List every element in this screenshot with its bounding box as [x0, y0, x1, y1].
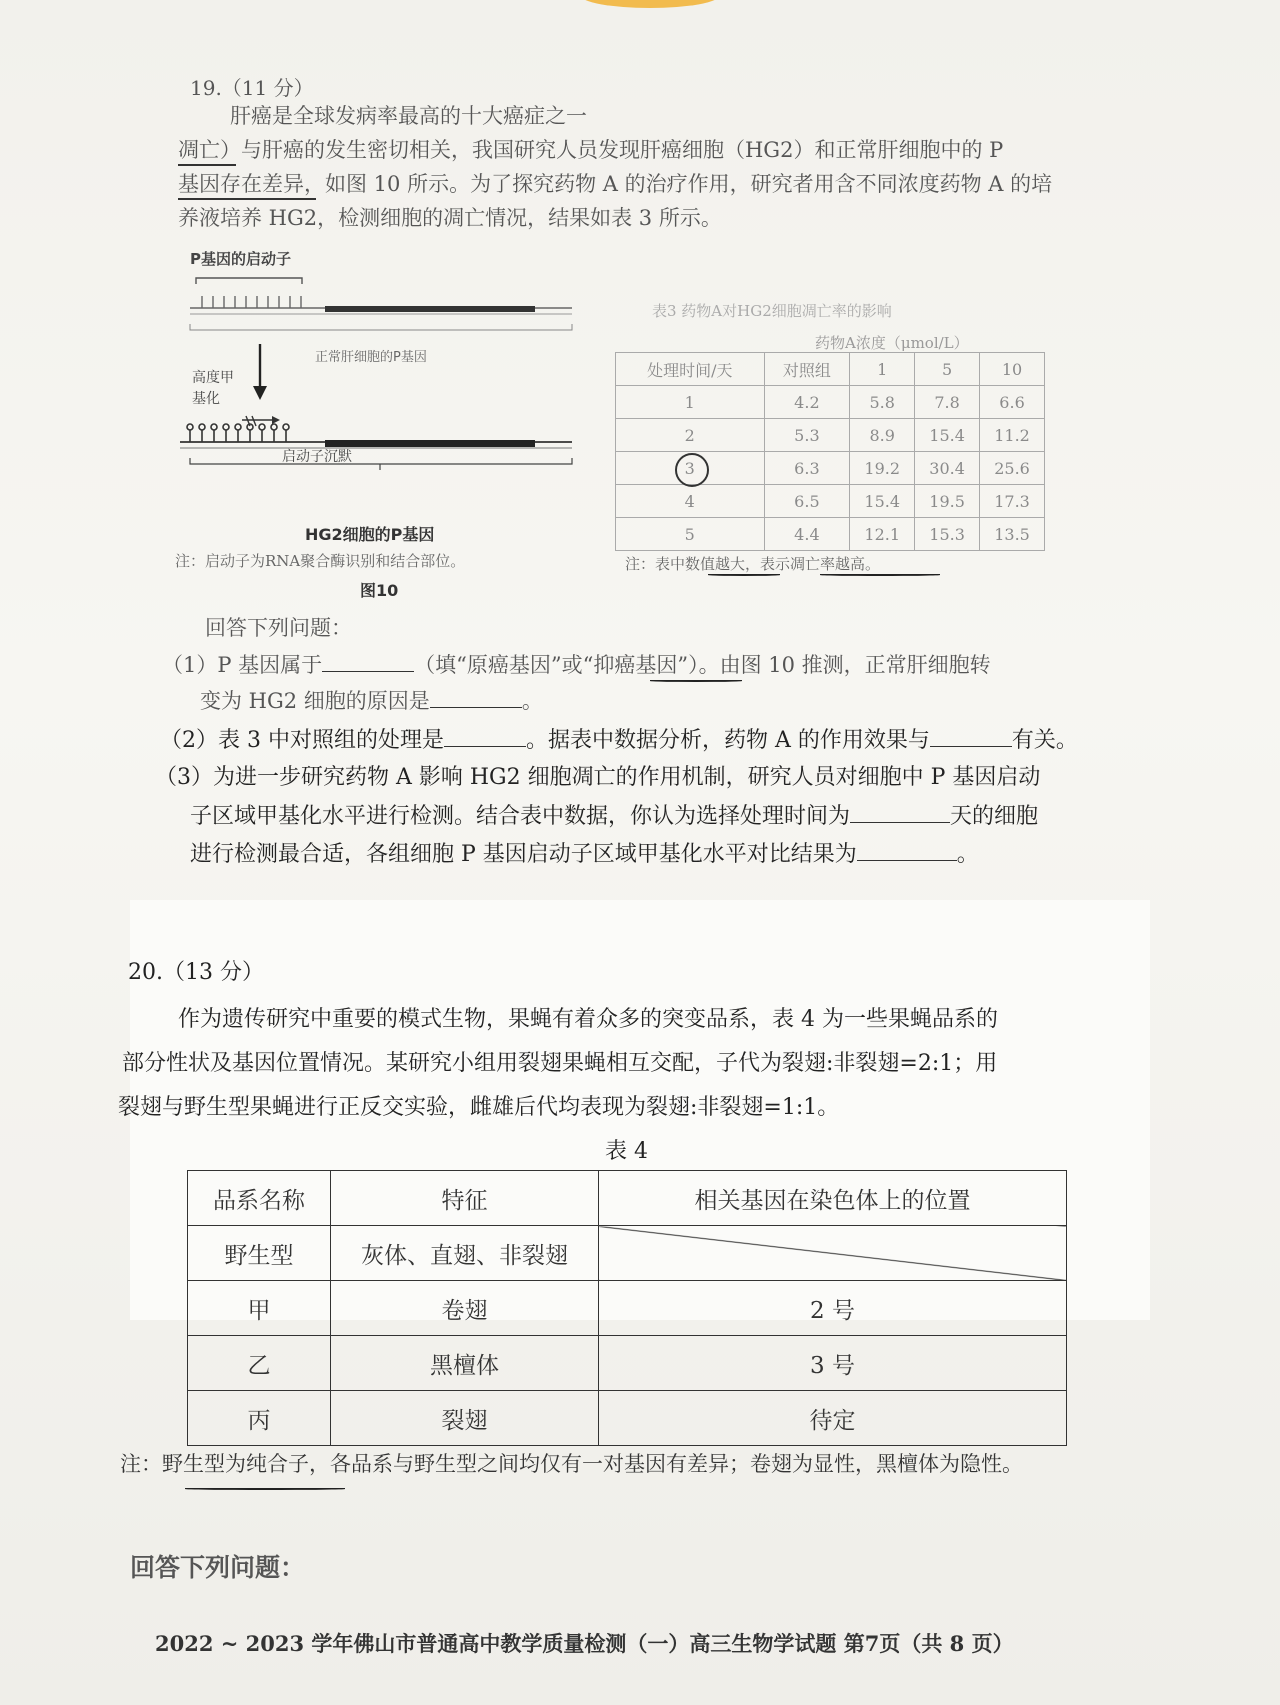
q19-sub3-line2: [190, 798, 1038, 830]
table4-caption: 表 4: [605, 1139, 648, 1164]
table3-col-group: 药物A浓度（μmol/L）: [815, 334, 969, 352]
q19-prompt: 回答下列问题：: [205, 616, 352, 640]
table-row: [188, 1336, 1067, 1391]
table-row: [616, 452, 1045, 485]
table-cell: 2: [616, 419, 765, 452]
table-cell: 15.4: [915, 419, 980, 452]
table-cell: 8.9: [850, 419, 915, 452]
answer-blank[interactable]: [930, 722, 1012, 747]
q19-sub1-line1: [162, 648, 991, 682]
table-header: 处理时间/天: [616, 353, 765, 386]
table-cell: 13.5: [980, 518, 1045, 551]
q20-intro-line1: 作为遗传研究中重要的模式生物，果蝇有着众多的突变品系，表 4 为一些果蝇品系的: [178, 1007, 998, 1032]
answer-blank[interactable]: [444, 722, 526, 747]
period: 。: [956, 842, 979, 868]
q19-intro-line1: 肝癌是全球发病率最高的十大癌症之一: [230, 104, 587, 128]
table-cell: 17.3: [980, 485, 1045, 518]
table-cell: 25.6: [980, 452, 1045, 485]
q19-sub2-c: 有关。: [1011, 728, 1078, 754]
q19-sub3-line1: （3）为进一步研究药物 A 影响 HG2 细胞凋亡的作用机制，研究人员对细胞中 P 基因启动: [155, 765, 1041, 790]
table-header: 5: [915, 353, 980, 386]
table-header: 相关基因在染色体上的位置: [599, 1171, 1067, 1226]
page-footer: 2022 ~ 2023 学年佛山市普通高中教学质量检测（一）高三生物学试题 第7页（共 8 页）: [155, 1631, 1014, 1656]
silenced-label: 启动子沉默: [282, 449, 352, 465]
q20-note: 注：野生型为纯合子，各品系与野生型之间均仅有一对基因有差异；卷翅为显性，黑檀体为隐性。: [120, 1452, 1023, 1476]
methylation-label: 高度甲基化: [192, 370, 234, 407]
q19-sub3-d: 进行检测最合适，各组细胞 P 基因启动子区域甲基化水平对比结果为: [190, 842, 857, 868]
table-cell: 灰体、直翅、非裂翅: [331, 1226, 599, 1281]
table-cell: 4: [616, 485, 765, 518]
promoter-label: P基因的启动子: [190, 250, 291, 268]
table-4: [187, 1170, 1067, 1446]
cell-value: 3: [684, 458, 695, 478]
table-cell: 5.8: [850, 386, 915, 419]
answer-blank[interactable]: [322, 648, 414, 672]
table-header: 对照组: [764, 353, 850, 386]
answer-blank[interactable]: [430, 684, 522, 708]
table-cell: 19.2: [850, 452, 915, 485]
pen-underline: [820, 574, 940, 576]
table-cell: 待定: [599, 1391, 1067, 1446]
q20-intro-line3: 裂翅与野生型果蝇进行正反交实验，雌雄后代均表现为裂翅:非裂翅=1:1。: [118, 1095, 840, 1120]
table-cell: 3 号: [599, 1336, 1067, 1391]
q20-intro-line2: 部分性状及基因位置情况。某研究小组用裂翅果蝇相互交配，子代为裂翅:非裂翅=2:1；用: [122, 1051, 998, 1076]
q19-number: 19.（11 分）: [190, 76, 314, 100]
table-row: [616, 386, 1045, 419]
table-header: 品系名称: [188, 1171, 331, 1226]
q19-sub1-a: （1）P 基因属于: [162, 653, 323, 678]
table-row: [616, 485, 1045, 518]
table-cell: 2 号: [599, 1281, 1067, 1336]
q19-sub1-b: （填“原癌基因”或“抑癌基因”）。由图 10 推测，正常肝细胞转: [414, 653, 991, 678]
pen-underline: [185, 1488, 345, 1490]
answer-blank[interactable]: [857, 836, 957, 861]
figure-note: 注：启动子为RNA聚合酶识别和结合部位。: [175, 552, 466, 570]
normal-gene-label: 正常肝细胞的P基因: [315, 350, 427, 365]
stain-mark: [580, 0, 720, 8]
table-cell: 丙: [188, 1391, 331, 1446]
table-cell: 卷翅: [331, 1281, 599, 1336]
figure-caption: 图10: [360, 581, 399, 600]
table-cell: 7.8: [915, 386, 980, 419]
table-cell: 甲: [188, 1281, 331, 1336]
table-header: 特征: [331, 1171, 599, 1226]
table-cell: 30.4: [915, 452, 980, 485]
q19-intro-line4: 养液培养 HG2，检测细胞的凋亡情况，结果如表 3 所示。: [178, 206, 722, 230]
q19-sub1-line2: [200, 684, 543, 718]
table-cell: 19.5: [915, 485, 980, 518]
table-cell: 乙: [188, 1336, 331, 1391]
table-row: [188, 1391, 1067, 1446]
table-cell: 6.5: [764, 485, 850, 518]
q20-number: 20.（13 分）: [128, 960, 264, 985]
q19-intro-line2: 凋亡）与肝癌的发生密切相关，我国研究人员发现肝癌细胞（HG2）和正常肝细胞中的 P: [178, 138, 1004, 162]
q19-intro-line3: 基因存在差异，如图 10 所示。为了探究药物 A 的治疗作用，研究者用含不同浓度药物 A 的培: [178, 172, 1053, 196]
table-row: [188, 1171, 1067, 1226]
table-cell: 15.3: [915, 518, 980, 551]
answer-blank[interactable]: [850, 798, 950, 823]
table-row: [188, 1281, 1067, 1336]
table-cell: 6.3: [764, 452, 850, 485]
table-cell: 6.6: [980, 386, 1045, 419]
table-cell: 12.1: [850, 518, 915, 551]
table-row: [616, 353, 1045, 386]
table3-note: 注：表中数值越大，表示凋亡率越高。: [625, 555, 881, 573]
q19-sub2-a: （2）表 3 中对照组的处理是: [160, 728, 444, 754]
table-cell: 1: [616, 386, 765, 419]
q19-sub2-b: 。据表中数据分析，药物 A 的作用效果与: [525, 728, 930, 754]
table-row: [188, 1226, 1067, 1281]
pen-circle: [675, 453, 709, 487]
table-cell: 11.2: [980, 419, 1045, 452]
pen-underline: [178, 198, 316, 200]
hg2-label: HG2细胞的P基因: [305, 525, 435, 544]
q20-prompt: 回答下列问题：: [130, 1553, 306, 1582]
table-cell: [616, 452, 765, 485]
q19-sub3-b: 子区域甲基化水平进行检测。结合表中数据，你认为选择处理时间为: [190, 804, 851, 830]
table-cell: 野生型: [188, 1226, 331, 1281]
pen-underline: [708, 574, 780, 576]
q19-sub3-line3: [190, 836, 979, 868]
period: 。: [521, 689, 543, 714]
table-cell: 裂翅: [331, 1391, 599, 1446]
q19-sub1-c: 变为 HG2 细胞的原因是: [200, 689, 430, 714]
table3-title: 表3 药物A对HG2细胞凋亡率的影响: [652, 302, 892, 320]
table3-grid: [615, 352, 1045, 551]
q19-sub3-c: 天的细胞: [950, 804, 1039, 830]
table-cell: 5: [616, 518, 765, 551]
table-row: [616, 419, 1045, 452]
pen-underline: [178, 164, 236, 166]
table-row: [616, 518, 1045, 551]
table-cell-diagonal: [599, 1226, 1067, 1281]
table-cell: 黑檀体: [331, 1336, 599, 1391]
table-cell: 15.4: [850, 485, 915, 518]
table-header: 10: [980, 353, 1045, 386]
table-cell: 4.2: [764, 386, 850, 419]
q19-sub2: [160, 722, 1078, 754]
pen-underline: [650, 680, 742, 682]
table-header: 1: [850, 353, 915, 386]
table-cell: 4.4: [764, 518, 850, 551]
table-cell: 5.3: [764, 419, 850, 452]
